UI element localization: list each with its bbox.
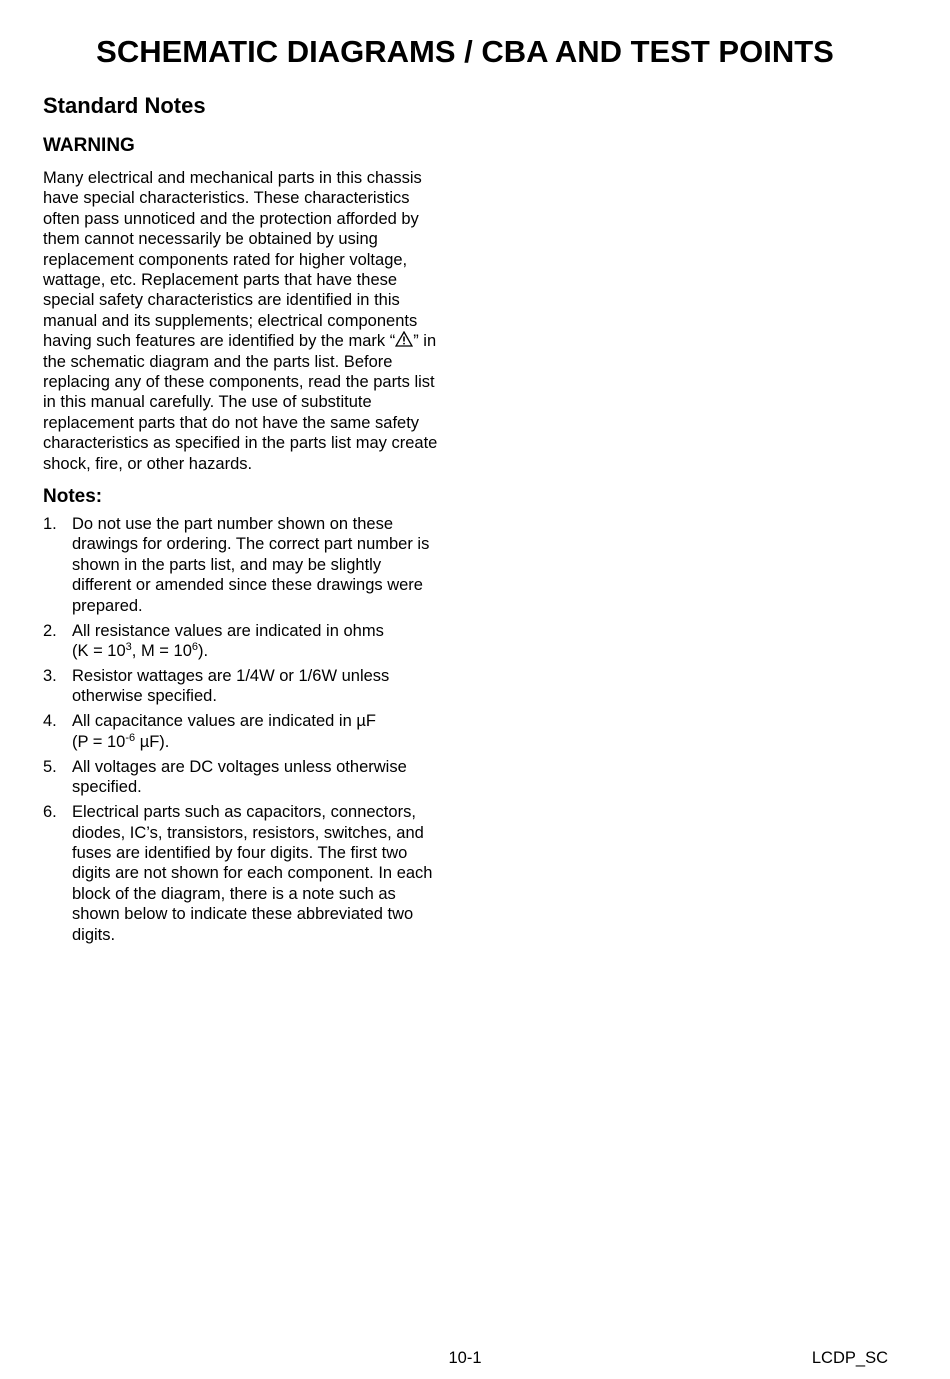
formula-text: ). <box>198 642 209 661</box>
note-number: 2. <box>43 621 57 640</box>
warning-line: them cannot necessarily be obtained by using <box>43 230 378 249</box>
warning-mark-suffix: ” in <box>413 332 437 351</box>
warning-line: have special characteristics. These characteristics <box>43 189 410 208</box>
note-line: digits are not shown for each component. In each <box>72 864 433 883</box>
warning-line: replacement parts that do not have the same safety <box>43 413 420 432</box>
warning-line: manual and its supplements; electrical components <box>43 311 418 330</box>
note-line: digits. <box>72 925 116 944</box>
formula-text: (P = 10 <box>72 732 126 751</box>
standard-notes-heading: Standard Notes <box>43 93 206 118</box>
footer-page-number: 10-1 <box>448 1349 482 1367</box>
warning-line: Many electrical and mechanical parts in this chassis <box>43 169 422 187</box>
note-line: otherwise specified. <box>72 687 217 706</box>
warning-line: in this manual carefully. The use of substitute <box>43 393 372 412</box>
note-line: prepared. <box>72 596 143 615</box>
note-number: 4. <box>43 712 57 731</box>
note-line: All voltages are DC voltages unless otherwise <box>72 757 407 776</box>
warning-line: often pass unnoticed and the protection afforded by <box>43 209 419 228</box>
notes-list <box>43 514 463 950</box>
note-text <box>72 802 463 945</box>
note-item-2 <box>43 621 463 662</box>
warning-line-with-mark <box>43 331 453 351</box>
page-title: SCHEMATIC DIAGRAMS / CBA AND TEST POINTS <box>96 34 834 69</box>
note-line: Electrical parts such as capacitors, connectors, <box>72 803 416 822</box>
note-item-1 <box>43 514 463 616</box>
warning-line: characteristics as specified in the parts list may create <box>43 434 438 453</box>
note-text <box>72 711 463 752</box>
note-line: Do not use the part number shown on these <box>72 515 394 533</box>
warning-line: special safety characteristics are identified in this <box>43 291 400 310</box>
note-number: 3. <box>43 667 57 686</box>
note-text <box>72 666 463 707</box>
safety-warning-icon <box>395 331 413 347</box>
note-number: 5. <box>43 757 57 776</box>
formula-text: (K = 10 <box>72 642 126 661</box>
note-item-3 <box>43 666 463 707</box>
note-line: block of the diagram, there is a note such as <box>72 884 396 903</box>
note-line: All capacitance values are indicated in µF <box>72 712 376 731</box>
note-line: Resistor wattages are 1/4W or 1/6W unless <box>72 667 390 686</box>
note-text <box>72 514 463 616</box>
warning-mark-prefix: having such features are identified by the mark “ <box>43 332 396 351</box>
note-text <box>72 621 463 662</box>
warning-line: replacement components rated for higher voltage, <box>43 250 408 269</box>
exponent: 3 <box>125 641 132 654</box>
note-line: shown in the parts list, and may be slightly <box>72 555 382 574</box>
note-line: drawings for ordering. The correct part number is <box>72 535 430 554</box>
note-line-formula <box>72 732 463 752</box>
note-line: All resistance values are indicated in ohms <box>72 621 384 640</box>
note-line-formula <box>72 641 463 661</box>
note-number: 1. <box>43 515 57 533</box>
note-line: fuses are identified by four digits. The first two <box>72 844 408 863</box>
warning-line: the schematic diagram and the parts list. Before <box>43 352 393 371</box>
note-text <box>72 757 463 798</box>
exponent: -6 <box>125 731 136 744</box>
warning-line: shock, fire, or other hazards. <box>43 454 253 473</box>
warning-line: replacing any of these components, read the parts list <box>43 373 435 392</box>
note-line: different or amended since these drawings were <box>72 576 423 595</box>
notes-heading: Notes: <box>43 486 103 507</box>
warning-paragraph <box>43 168 453 474</box>
note-item-5 <box>43 757 463 798</box>
note-item-6 <box>43 802 463 945</box>
exponent: 6 <box>191 641 198 654</box>
footer-document-code: LCDP_SC <box>811 1349 888 1367</box>
warning-heading: WARNING <box>43 135 135 156</box>
note-number: 6. <box>43 803 57 822</box>
note-item-4 <box>43 711 463 752</box>
note-line: specified. <box>72 778 142 797</box>
warning-line: wattage, etc. Replacement parts that have these <box>43 271 398 290</box>
note-line: diodes, IC’s, transistors, resistors, switches, and <box>72 823 424 842</box>
note-line: shown below to indicate these abbreviated two <box>72 905 414 924</box>
formula-text: µF). <box>135 732 170 751</box>
formula-text: , M = 10 <box>131 642 192 661</box>
